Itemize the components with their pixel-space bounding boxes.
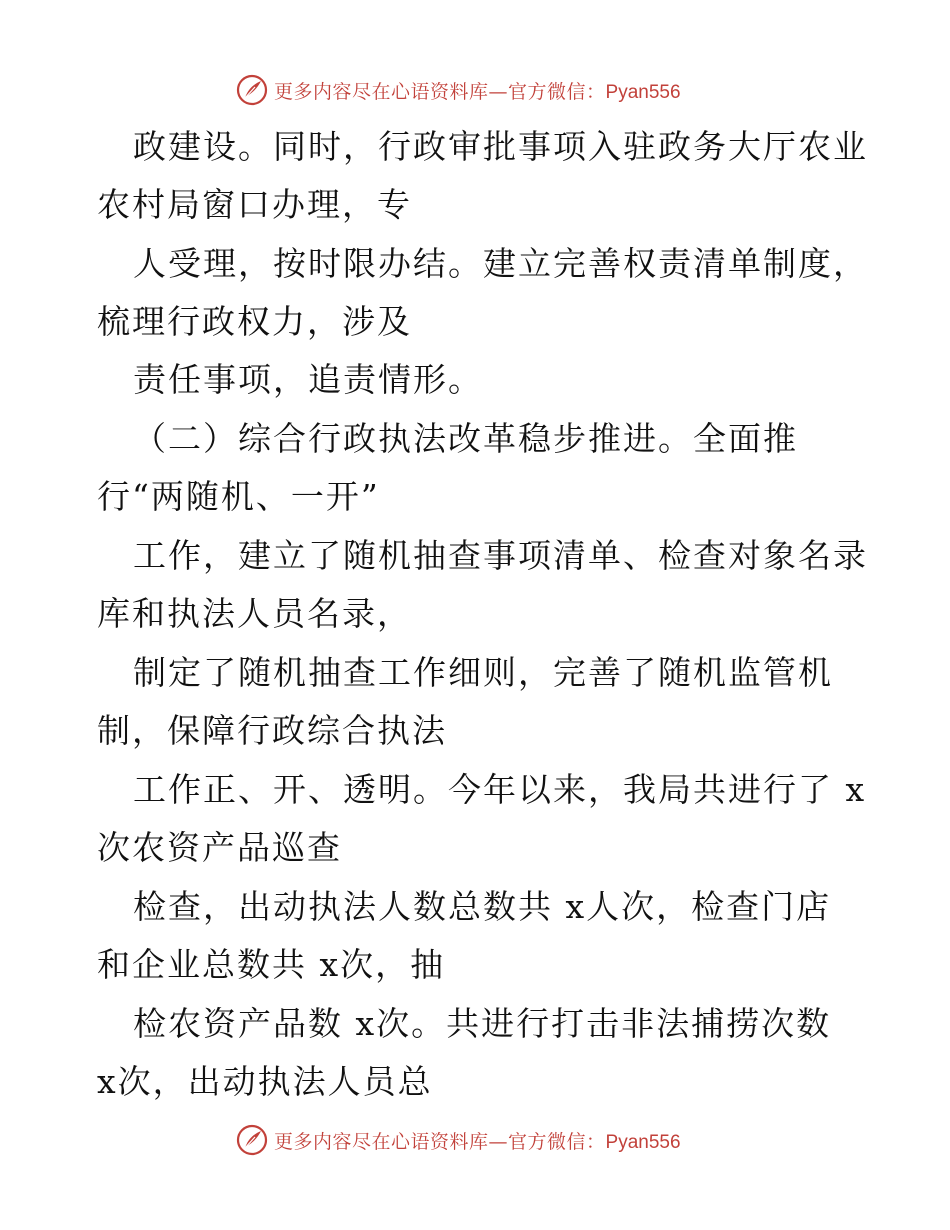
feather-logo-icon [236, 1124, 268, 1156]
paragraph-line: 库和执法人员名录， [97, 594, 412, 633]
paragraph-line: 行“两随机、一开” [97, 477, 380, 516]
paragraph-line: 农村局窗口办理，专 [97, 185, 412, 224]
paragraph-line: 检农资产品数 x次。共进行打击非法捕捞次数 [133, 1004, 832, 1043]
feather-logo-icon [236, 74, 268, 106]
paragraph-line: 制定了随机抽查工作细则，完善了随机监管机 [133, 653, 833, 692]
paragraph-line: 工作正、开、透明。今年以来，我局共进行了 x [133, 770, 867, 809]
header-banner [236, 73, 681, 107]
paragraph-line: 责任事项，追责情形。 [133, 360, 483, 399]
paragraph-line: 工作，建立了随机抽查事项清单、检查对象名录 [133, 536, 868, 575]
paragraph-line: 次农资产品巡查 [97, 828, 342, 867]
paragraph-line: 人受理，按时限办结。建立完善权责清单制度， [133, 244, 868, 283]
paragraph-line: 梳理行政权力，涉及 [97, 302, 412, 341]
header-banner-text: 更多内容尽在心语资料库—官方微信：Pyan556 [274, 80, 681, 103]
paragraph-line: 和企业总数共 x次，抽 [97, 945, 446, 984]
paragraph-line: 制，保障行政综合执法 [97, 711, 447, 750]
paragraph-line: 政建设。同时，行政审批事项入驻政务大厅农业 [133, 127, 868, 166]
paragraph-line: 检查，出动执法人数总数共 x人次，检查门店 [133, 887, 832, 926]
section-heading-line: （二）综合行政执法改革稳步推进。全面推 [133, 419, 798, 458]
paragraph-line: x次，出动执法人员总 [97, 1062, 433, 1101]
footer-banner [236, 1123, 681, 1157]
footer-banner-text: 更多内容尽在心语资料库—官方微信：Pyan556 [274, 1130, 681, 1153]
